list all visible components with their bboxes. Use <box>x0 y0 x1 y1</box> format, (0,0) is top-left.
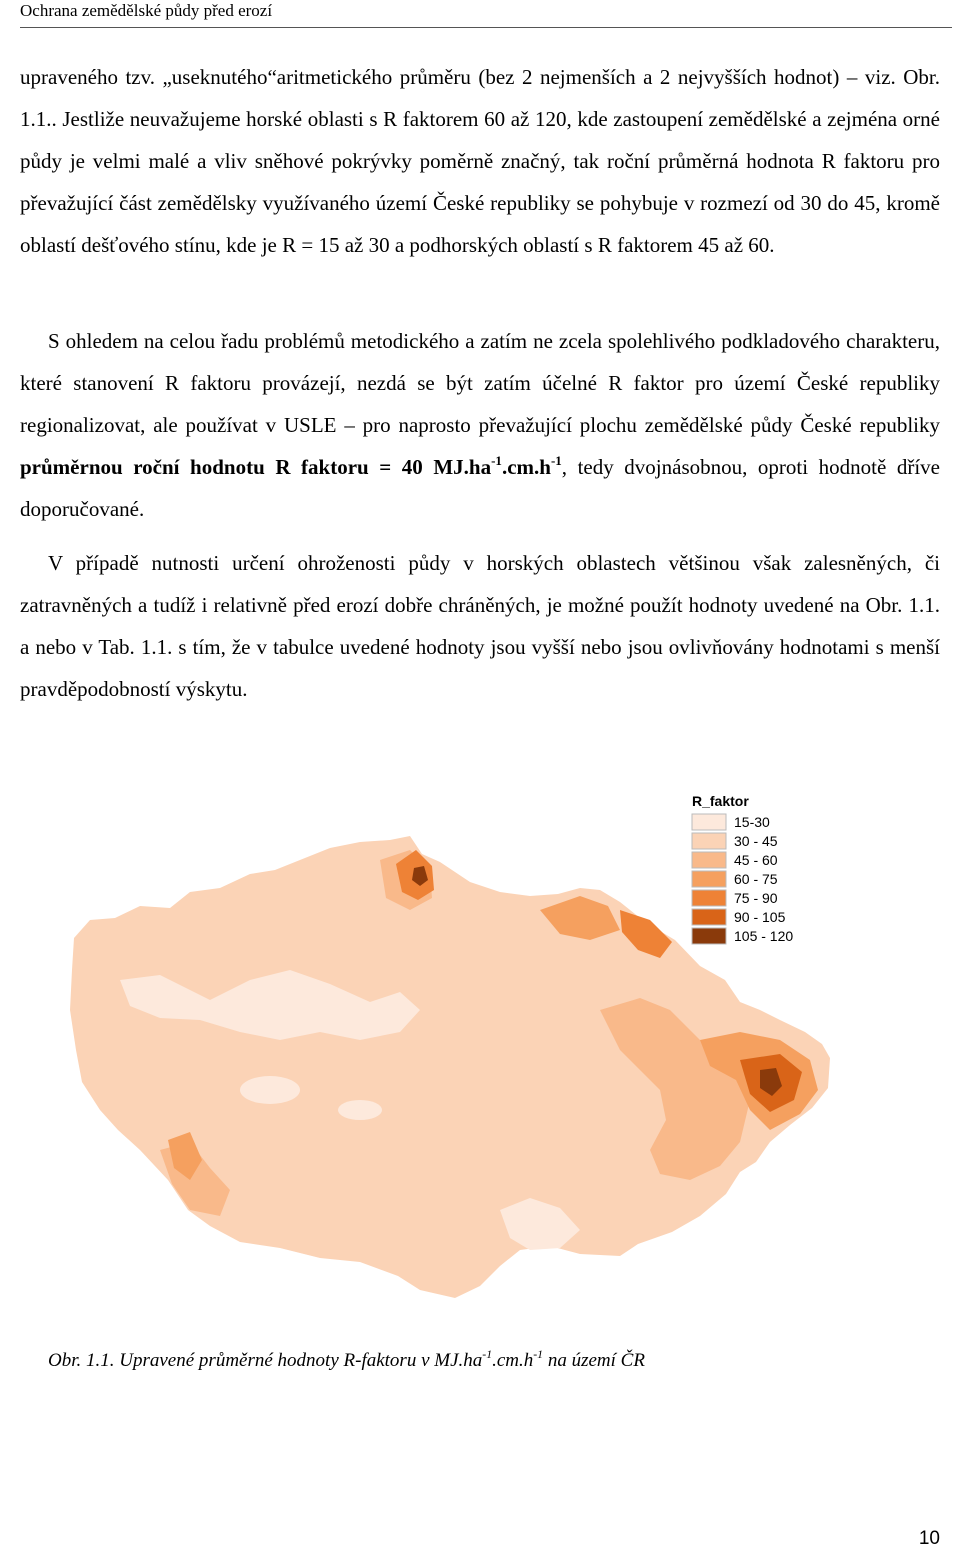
legend-swatch <box>692 871 726 887</box>
page-number: 10 <box>918 1528 940 1549</box>
paragraph-1-text: upraveného tzv. „useknutého“aritmetického průměru (bez 2 nejmenších a 2 nejvyšších hodnot) – viz. Obr. 1.1.. Jestliže neuvažujeme horské oblasti s R faktorem 60 až 120, kde zastoupení zemědělské a zejména orné půdy je velmi malé a vliv sněhové pokrývky poměrně značný, tak roční průměrná hodnota R faktoru pro převažující část zemědělsky využívaného území České republiky se pohybuje v rozmezí od 30 do 45, kromě oblastí dešťového stínu, kde je R = 15 až 30 a podhorských oblastí s R faktorem 45 až 60. <box>20 65 940 257</box>
legend-swatch <box>692 909 726 925</box>
map-light-region <box>338 1100 382 1120</box>
paragraph-3 <box>20 542 940 710</box>
paragraph-2-text: S ohledem na celou řadu problémů metodického a zatím ne zcela spolehlivého podkladového charakteru, které stanovení R faktoru provázejí, nezdá se být zatím účelné R faktor pro území České republiky regionalizovat, ale používat v USLE – pro naprosto převažující plochu zemědělské půdy České republiky <box>20 329 940 437</box>
paragraph-2-emphasis: průměrnou roční hodnotu R faktoru = 40 $MJ.ha^{-1}.cm.h^{-1}$ <box>20 452 562 479</box>
r-factor-map <box>60 770 920 1330</box>
paragraph-2-tail: , tedy dvojnásobnou, oproti hodnotě dříve doporučované. <box>20 455 940 521</box>
paragraph-1 <box>20 56 940 266</box>
legend-title: R_faktor <box>692 793 749 809</box>
legend-swatch <box>692 814 726 830</box>
paragraph-2 <box>20 320 940 530</box>
legend-swatch <box>692 928 726 944</box>
running-header-title: Ochrana zemědělské půdy před erozí <box>20 1 273 20</box>
running-header <box>20 0 952 28</box>
legend-swatch <box>692 833 726 849</box>
legend-label: 45 - 60 <box>734 852 778 868</box>
legend-swatch <box>692 890 726 906</box>
map-legend <box>692 793 793 944</box>
paragraph-3-text: V případě nutnosti určení ohroženosti půdy v horských oblastech většinou však zalesněných, či zatravněných a tudíž i relativně před erozí dobře chráněných, je možné použít hodnoty uvedené na Obr. 1.1. a nebo v Tab. 1.1. s tím, že v tabulce uvedené hodnoty jsou vyšší nebo jsou ovlivňovány hodnotami s menší pravděpodobností výskytu. <box>20 551 940 701</box>
r-factor-map-figure <box>60 770 920 1330</box>
legend-label: 75 - 90 <box>734 890 778 906</box>
legend-swatch <box>692 852 726 868</box>
legend-label: 30 - 45 <box>734 833 778 849</box>
legend-label: 90 - 105 <box>734 909 786 925</box>
legend-label: 15-30 <box>734 814 770 830</box>
map-light-region <box>240 1076 300 1104</box>
legend-label: 105 - 120 <box>734 928 794 944</box>
legend-label: 60 - 75 <box>734 871 778 887</box>
figure-caption: Obr. 1.1. Upravené průměrné hodnoty R-faktoru v $MJ.ha^{-1}.cm.h^{-1}$ na území ČR <box>48 1347 645 1371</box>
